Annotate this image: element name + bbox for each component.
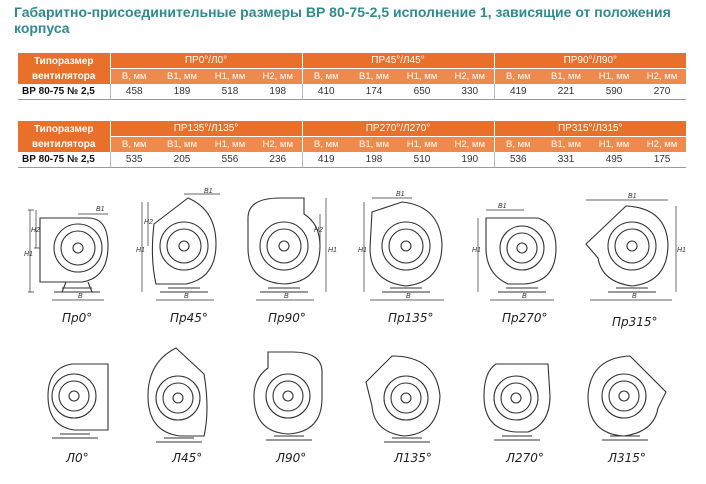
fan-pr0-figure bbox=[22, 188, 122, 308]
dim-label: B bbox=[284, 293, 289, 300]
value-cell: 330 bbox=[446, 84, 494, 100]
value-cell: 556 bbox=[206, 152, 254, 168]
column-header: B1, мм bbox=[350, 69, 398, 85]
group-header: ПР135°/Л135° bbox=[110, 121, 302, 137]
caption-pr45: Пр45° bbox=[170, 311, 208, 325]
column-header: B, мм bbox=[110, 137, 158, 153]
dimensions-table-bottom bbox=[18, 121, 686, 168]
dim-label: B bbox=[632, 293, 637, 300]
value-cell: 458 bbox=[110, 84, 158, 100]
fan-drawing-l315 bbox=[580, 346, 680, 446]
value-cell: 536 bbox=[494, 152, 542, 168]
fan-l45-figure bbox=[140, 340, 224, 446]
dim-label: H1 bbox=[24, 251, 33, 258]
model-cell: ВР 80-75 № 2,5 bbox=[18, 84, 110, 100]
fan-drawing-l45 bbox=[140, 340, 240, 446]
model-column-header: Типоразмер вентилятора bbox=[18, 121, 110, 152]
table-row bbox=[18, 84, 686, 100]
caption-l0: Л0° bbox=[66, 451, 89, 465]
dim-label: H1 bbox=[472, 247, 481, 254]
fan-l135-figure bbox=[362, 346, 452, 446]
column-header: B1, мм bbox=[158, 137, 206, 153]
dim-label: H1 bbox=[136, 247, 145, 254]
model-column-header: Типоразмер вентилятора bbox=[18, 53, 110, 84]
dim-label: B1 bbox=[628, 193, 637, 200]
fan-l90-figure bbox=[248, 346, 332, 446]
fan-pr45-figure bbox=[128, 188, 228, 308]
value-cell: 410 bbox=[302, 84, 350, 100]
value-cell: 270 bbox=[638, 84, 686, 100]
dim-label: B1 bbox=[96, 206, 105, 213]
group-header: ПР270°/Л270° bbox=[302, 121, 494, 137]
dim-label: H2 bbox=[144, 219, 153, 226]
caption-l270: Л270° bbox=[506, 451, 544, 465]
fan-drawing-pr270 bbox=[468, 188, 568, 308]
caption-pr315: Пр315° bbox=[612, 315, 658, 329]
page-title: Габаритно-присоединительные размеры ВР 80-75-2,5 исполнение 1, зависящие от положения корпуса bbox=[14, 4, 671, 36]
value-cell: 190 bbox=[446, 152, 494, 168]
column-header: H2, мм bbox=[254, 69, 302, 85]
fan-drawing-pr135 bbox=[356, 188, 456, 308]
group-header: ПР45°/Л45° bbox=[302, 53, 494, 69]
fan-drawing-pr0 bbox=[22, 188, 122, 308]
fan-l0-figure bbox=[38, 346, 122, 446]
value-cell: 518 bbox=[206, 84, 254, 100]
dim-label: H1 bbox=[328, 247, 337, 254]
caption-l90: Л90° bbox=[276, 451, 307, 465]
column-header: B1, мм bbox=[158, 69, 206, 85]
value-cell: 331 bbox=[542, 152, 590, 168]
dim-label: H2 bbox=[31, 227, 40, 234]
value-cell: 205 bbox=[158, 152, 206, 168]
value-cell: 419 bbox=[302, 152, 350, 168]
dim-label: B1 bbox=[204, 188, 213, 195]
fan-drawing-pr315 bbox=[580, 188, 686, 308]
caption-l45: Л45° bbox=[172, 451, 203, 465]
column-header: B, мм bbox=[494, 69, 542, 85]
fan-drawing-l90 bbox=[248, 346, 348, 446]
column-header: H2, мм bbox=[446, 137, 494, 153]
value-cell: 221 bbox=[542, 84, 590, 100]
caption-pr0: Пр0° bbox=[62, 311, 93, 325]
dim-label: H1 bbox=[358, 247, 367, 254]
fan-pr135-figure bbox=[356, 188, 456, 308]
dim-label: B bbox=[522, 293, 527, 300]
value-cell: 198 bbox=[350, 152, 398, 168]
column-header: H2, мм bbox=[446, 69, 494, 85]
dim-label: H2 bbox=[314, 227, 323, 234]
value-cell: 236 bbox=[254, 152, 302, 168]
column-header: H1, мм bbox=[398, 137, 446, 153]
dimensions-table-top bbox=[18, 53, 686, 100]
fan-drawing-l270 bbox=[478, 346, 578, 446]
fan-drawing-l135 bbox=[362, 346, 462, 446]
caption-pr270: Пр270° bbox=[502, 311, 548, 325]
caption-pr135: Пр135° bbox=[388, 311, 434, 325]
fan-pr270-figure bbox=[468, 188, 568, 308]
fan-pr90-figure bbox=[234, 188, 337, 308]
column-header: B1, мм bbox=[542, 69, 590, 85]
group-header: ПР0°/Л0° bbox=[110, 53, 302, 69]
caption-pr90: Пр90° bbox=[268, 311, 306, 325]
fan-drawing-pr45 bbox=[128, 188, 228, 308]
column-header: H1, мм bbox=[590, 69, 638, 85]
fan-pr315-figure bbox=[580, 188, 684, 308]
group-header: ПР90°/Л90° bbox=[494, 53, 686, 69]
value-cell: 175 bbox=[638, 152, 686, 168]
column-header: B1, мм bbox=[350, 137, 398, 153]
dim-label: B bbox=[78, 293, 83, 300]
column-header: H1, мм bbox=[206, 69, 254, 85]
value-cell: 650 bbox=[398, 84, 446, 100]
fan-drawing-pr90 bbox=[234, 188, 337, 308]
column-header: B, мм bbox=[110, 69, 158, 85]
column-header: H2, мм bbox=[254, 137, 302, 153]
fan-l270-figure bbox=[478, 346, 562, 446]
value-cell: 198 bbox=[254, 84, 302, 100]
value-cell: 189 bbox=[158, 84, 206, 100]
fan-l315-figure bbox=[580, 346, 670, 446]
value-cell: 419 bbox=[494, 84, 542, 100]
dim-label: B1 bbox=[498, 203, 507, 210]
fan-drawing-l0 bbox=[38, 346, 138, 446]
dim-label: B bbox=[406, 293, 411, 300]
column-header: H1, мм bbox=[590, 137, 638, 153]
value-cell: 535 bbox=[110, 152, 158, 168]
column-header: B, мм bbox=[494, 137, 542, 153]
column-header: H1, мм bbox=[206, 137, 254, 153]
column-header: B, мм bbox=[302, 69, 350, 85]
model-cell: ВР 80-75 № 2,5 bbox=[18, 152, 110, 168]
table-row bbox=[18, 152, 686, 168]
column-header: H2, мм bbox=[638, 137, 686, 153]
caption-l135: Л135° bbox=[394, 451, 432, 465]
column-header: B, мм bbox=[302, 137, 350, 153]
dim-label: B1 bbox=[396, 191, 405, 198]
column-header: H2, мм bbox=[638, 69, 686, 85]
dim-label: B bbox=[184, 293, 189, 300]
column-header: B1, мм bbox=[542, 137, 590, 153]
dim-label: H1 bbox=[677, 247, 686, 254]
value-cell: 174 bbox=[350, 84, 398, 100]
caption-l315: Л315° bbox=[608, 451, 646, 465]
column-header: H1, мм bbox=[398, 69, 446, 85]
value-cell: 590 bbox=[590, 84, 638, 100]
value-cell: 495 bbox=[590, 152, 638, 168]
value-cell: 510 bbox=[398, 152, 446, 168]
group-header: ПР315°/Л315° bbox=[494, 121, 686, 137]
